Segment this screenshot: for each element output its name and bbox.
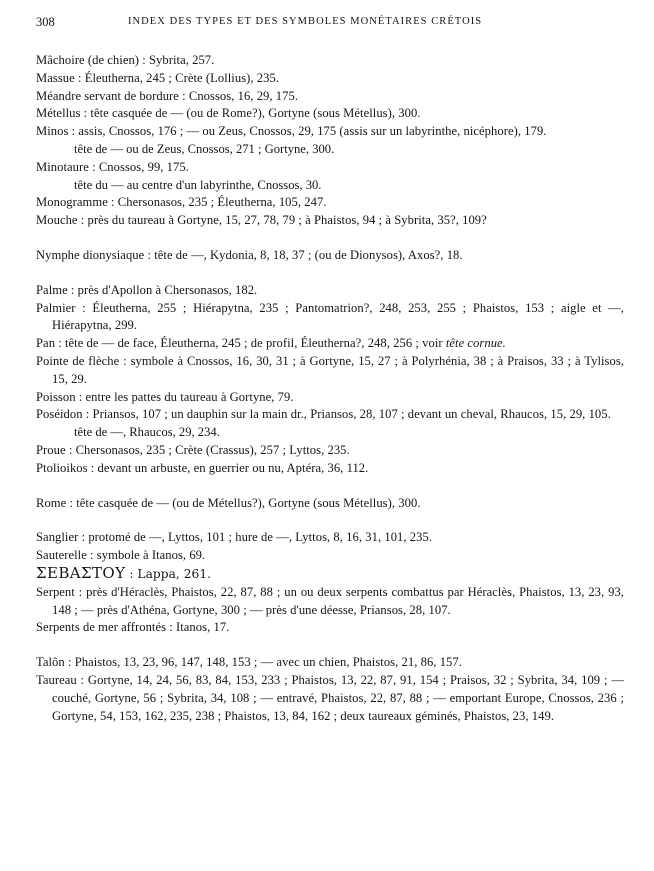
index-entry-serpent: Serpent : près d'Héraclès, Phaistos, 22, 87, 88 ; un ou deux serpents combattus par Héraclès, Phaistos, 13, 23, 93, 148 ; — près d'Athéna, Gortyne, 300 ; — près d'une déesse, Priansos, 28, 107. xyxy=(36,584,624,617)
index-entry-massue: Massue : Éleutherna, 245 ; Crète (Lollius), 235. xyxy=(36,70,280,85)
index-entry-sebastou-rest: : Lappa, 261. xyxy=(125,566,212,581)
running-title: INDEX DES TYPES ET DES SYMBOLES MONÉTAIRES CRÉTOIS xyxy=(128,16,483,27)
index-entry-pointe-de-fleche: Pointe de flèche : symbole à Cnossos, 16, 30, 31 ; à Gortyne, 15, 27 ; à Polyrhénia, 38 ; à Praisos, 33 ; à Tylisos, 15, 29. xyxy=(36,353,624,386)
index-subentry-minos-tete: tête de — ou de Zeus, Cnossos, 271 ; Gortyne, 300. xyxy=(74,141,335,156)
index-entry-palmier: Palmier : Éleutherna, 255 ; Hiérapytna, 235 ; Pantomatrion?, 248, 253, 255 ; Phaistos, 153 ; aigle et —, Hiérapytna, 299. xyxy=(36,300,624,333)
index-entry-sauterelle: Sauterelle : symbole à Itanos, 69. xyxy=(36,548,206,563)
index-entry-taureau: Taureau : Gortyne, 14, 24, 56, 83, 84, 153, 233 ; Phaistos, 13, 22, 87, 91, 154 ; Praisos, 32 ; Sybrita, 34, 109 ; — couché, Gortyne, 56 ; Sybrita, 34, 108 ; — entravé, Phaistos, 22, 87, 88 ; — emportant Europe, Cnossos, 236 ; Gortyne, 54, 153, 162, 235, 238 ; Phaistos, 13, 84, 162 ; deux taureaux géminés, Phaistos, 23, 149. xyxy=(36,672,624,723)
page-number: 308 xyxy=(36,15,55,29)
index-entry-pan-crossref: tête cornue. xyxy=(445,336,506,351)
index-entry-nymphe: Nymphe dionysiaque : tête de —, Kydonia, 8, 18, 37 ; (ou de Dionysos), Axos?, 18. xyxy=(36,247,463,262)
index-body xyxy=(36,52,624,725)
index-entry-machoire: Mâchoire (de chien) : Sybrita, 257. xyxy=(36,53,215,67)
index-entry-meandre: Méandre servant de bordure : Cnossos, 16, 29, 175. xyxy=(36,88,299,103)
index-subentry-poseidon-tete: tête de —, Rhaucos, 29, 234. xyxy=(74,425,220,440)
index-entry-serpents-de-mer: Serpents de mer affrontés : Itanos, 17. xyxy=(36,620,230,635)
index-entry-poisson: Poisson : entre les pattes du taureau à Gortyne, 79. xyxy=(36,389,294,404)
index-entry-sebastou-head: ΣΕΒΑΣΤΟΥ xyxy=(36,563,126,582)
index-entry-proue: Proue : Chersonasos, 235 ; Crète (Crassus), 257 ; Lyttos, 235. xyxy=(36,442,350,457)
index-entry-ptolioikos: Ptolioikos : devant un arbuste, en guerrier ou nu, Aptéra, 36, 112. xyxy=(36,460,369,475)
index-entry-monogramme: Monogramme : Chersonasos, 235 ; Éleutherna, 105, 247. xyxy=(36,195,327,210)
index-entry-sebastou xyxy=(36,565,624,584)
index-entry-palme: Palme : près d'Apollon à Chersonasos, 182. xyxy=(36,282,258,297)
index-entry-minos: Minos : assis, Cnossos, 176 ; — ou Zeus, Cnossos, 29, 175 (assis sur un labyrinthe, nicéphore), 179. xyxy=(36,124,547,139)
index-entry-metellus: Métellus : tête casquée de — (ou de Rome?), Gortyne (sous Métellus), 300. xyxy=(36,106,421,121)
index-entry-mouche: Mouche : près du taureau à Gortyne, 15, 27, 78, 79 ; à Phaistos, 94 ; à Sybrita, 35?, 109? xyxy=(36,213,487,228)
index-entry-pan-text: Pan : tête de — de face, Éleutherna, 245 ; de profil, Éleutherna?, 248, 256 ; voir xyxy=(36,336,443,351)
index-entry-minotaure: Minotaure : Cnossos, 99, 175. xyxy=(36,159,189,174)
index-entry-talon: Talôn : Phaistos, 13, 23, 96, 147, 148, 153 ; — avec un chien, Phaistos, 21, 86, 157. xyxy=(36,655,462,670)
index-entry-sanglier: Sanglier : protomé de —, Lyttos, 101 ; hure de —, Lyttos, 8, 16, 31, 101, 235. xyxy=(36,530,433,545)
index-entry-rome: Rome : tête casquée de — (ou de Métellus?), Gortyne (sous Métellus), 300. xyxy=(36,495,421,510)
index-entry-poseidon: Poséidon : Priansos, 107 ; un dauphin sur la main dr., Priansos, 28, 107 ; devant un cheval, Rhaucos, 15, 29, 105. xyxy=(36,407,611,422)
index-entry-pan xyxy=(36,335,624,353)
index-subentry-minotaure-tete: tête du — au centre d'un labyrinthe, Cnossos, 30. xyxy=(74,177,322,192)
